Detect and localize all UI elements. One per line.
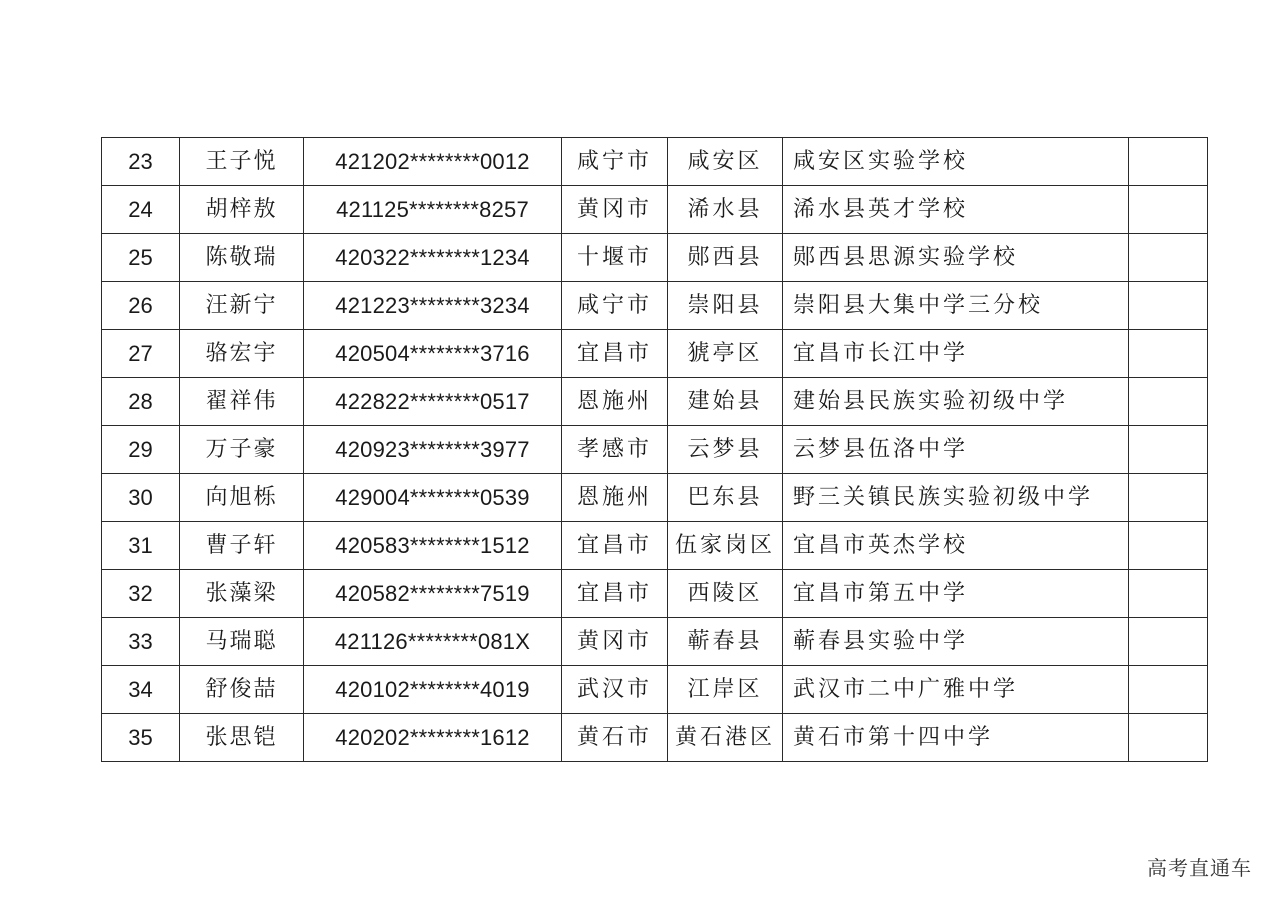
county-cell: 伍家岗区 — [668, 522, 783, 570]
note-cell — [1129, 282, 1208, 330]
school-cell: 宜昌市第五中学 — [783, 570, 1129, 618]
county-cell: 巴东县 — [668, 474, 783, 522]
table-row — [102, 426, 1208, 474]
note-cell — [1129, 618, 1208, 666]
note-cell — [1129, 666, 1208, 714]
school-cell: 宜昌市英杰学校 — [783, 522, 1129, 570]
id-number-cell: 420322********1234 — [304, 234, 562, 282]
school-cell: 野三关镇民族实验初级中学 — [783, 474, 1129, 522]
note-cell — [1129, 522, 1208, 570]
note-cell — [1129, 138, 1208, 186]
table-row — [102, 618, 1208, 666]
row-number-cell: 24 — [102, 186, 180, 234]
table-row — [102, 282, 1208, 330]
county-cell: 郧西县 — [668, 234, 783, 282]
id-number-cell: 420202********1612 — [304, 714, 562, 762]
id-number-cell: 420582********7519 — [304, 570, 562, 618]
school-cell: 郧西县思源实验学校 — [783, 234, 1129, 282]
table-row — [102, 378, 1208, 426]
name-cell: 万子豪 — [180, 426, 304, 474]
row-number-cell: 29 — [102, 426, 180, 474]
county-cell: 西陵区 — [668, 570, 783, 618]
table-row — [102, 186, 1208, 234]
school-cell: 云梦县伍洛中学 — [783, 426, 1129, 474]
id-number-cell: 421223********3234 — [304, 282, 562, 330]
row-number-cell: 25 — [102, 234, 180, 282]
county-cell: 崇阳县 — [668, 282, 783, 330]
row-number-cell: 34 — [102, 666, 180, 714]
table-row — [102, 570, 1208, 618]
county-cell: 江岸区 — [668, 666, 783, 714]
note-cell — [1129, 330, 1208, 378]
row-number-cell: 35 — [102, 714, 180, 762]
table-row — [102, 330, 1208, 378]
school-cell: 崇阳县大集中学三分校 — [783, 282, 1129, 330]
city-cell: 咸宁市 — [562, 282, 668, 330]
school-cell: 浠水县英才学校 — [783, 186, 1129, 234]
table-body — [102, 138, 1208, 762]
row-number-cell: 31 — [102, 522, 180, 570]
table-row — [102, 138, 1208, 186]
school-cell: 建始县民族实验初级中学 — [783, 378, 1129, 426]
city-cell: 黄石市 — [562, 714, 668, 762]
row-number-cell: 26 — [102, 282, 180, 330]
row-number-cell: 32 — [102, 570, 180, 618]
note-cell — [1129, 570, 1208, 618]
id-number-cell: 420583********1512 — [304, 522, 562, 570]
school-cell: 黄石市第十四中学 — [783, 714, 1129, 762]
row-number-cell: 33 — [102, 618, 180, 666]
county-cell: 咸安区 — [668, 138, 783, 186]
name-cell: 翟祥伟 — [180, 378, 304, 426]
city-cell: 武汉市 — [562, 666, 668, 714]
id-number-cell: 421202********0012 — [304, 138, 562, 186]
county-cell: 蕲春县 — [668, 618, 783, 666]
city-cell: 黄冈市 — [562, 618, 668, 666]
name-cell: 王子悦 — [180, 138, 304, 186]
name-cell: 向旭栎 — [180, 474, 304, 522]
county-cell: 云梦县 — [668, 426, 783, 474]
id-number-cell: 420923********3977 — [304, 426, 562, 474]
student-list-table — [101, 137, 1208, 762]
name-cell: 陈敬瑞 — [180, 234, 304, 282]
county-cell: 猇亭区 — [668, 330, 783, 378]
school-cell: 咸安区实验学校 — [783, 138, 1129, 186]
note-cell — [1129, 426, 1208, 474]
county-cell: 建始县 — [668, 378, 783, 426]
id-number-cell: 429004********0539 — [304, 474, 562, 522]
note-cell — [1129, 378, 1208, 426]
id-number-cell: 422822********0517 — [304, 378, 562, 426]
city-cell: 黄冈市 — [562, 186, 668, 234]
city-cell: 宜昌市 — [562, 570, 668, 618]
row-number-cell: 28 — [102, 378, 180, 426]
table-row — [102, 666, 1208, 714]
table-row — [102, 714, 1208, 762]
name-cell: 胡梓敖 — [180, 186, 304, 234]
table-row — [102, 474, 1208, 522]
school-cell: 蕲春县实验中学 — [783, 618, 1129, 666]
city-cell: 恩施州 — [562, 378, 668, 426]
id-number-cell: 421125********8257 — [304, 186, 562, 234]
table-row — [102, 234, 1208, 282]
row-number-cell: 30 — [102, 474, 180, 522]
city-cell: 宜昌市 — [562, 522, 668, 570]
school-cell: 宜昌市长江中学 — [783, 330, 1129, 378]
city-cell: 宜昌市 — [562, 330, 668, 378]
county-cell: 黄石港区 — [668, 714, 783, 762]
id-number-cell: 421126********081X — [304, 618, 562, 666]
table-row — [102, 522, 1208, 570]
city-cell: 咸宁市 — [562, 138, 668, 186]
note-cell — [1129, 234, 1208, 282]
note-cell — [1129, 186, 1208, 234]
name-cell: 骆宏宇 — [180, 330, 304, 378]
city-cell: 孝感市 — [562, 426, 668, 474]
name-cell: 曹子轩 — [180, 522, 304, 570]
note-cell — [1129, 714, 1208, 762]
id-number-cell: 420102********4019 — [304, 666, 562, 714]
school-cell: 武汉市二中广雅中学 — [783, 666, 1129, 714]
city-cell: 十堰市 — [562, 234, 668, 282]
watermark-text: 高考直通车 — [1147, 856, 1252, 880]
county-cell: 浠水县 — [668, 186, 783, 234]
note-cell — [1129, 474, 1208, 522]
name-cell: 张藻梁 — [180, 570, 304, 618]
name-cell: 舒俊喆 — [180, 666, 304, 714]
name-cell: 汪新宁 — [180, 282, 304, 330]
city-cell: 恩施州 — [562, 474, 668, 522]
row-number-cell: 23 — [102, 138, 180, 186]
name-cell: 马瑞聪 — [180, 618, 304, 666]
name-cell: 张思铠 — [180, 714, 304, 762]
row-number-cell: 27 — [102, 330, 180, 378]
id-number-cell: 420504********3716 — [304, 330, 562, 378]
